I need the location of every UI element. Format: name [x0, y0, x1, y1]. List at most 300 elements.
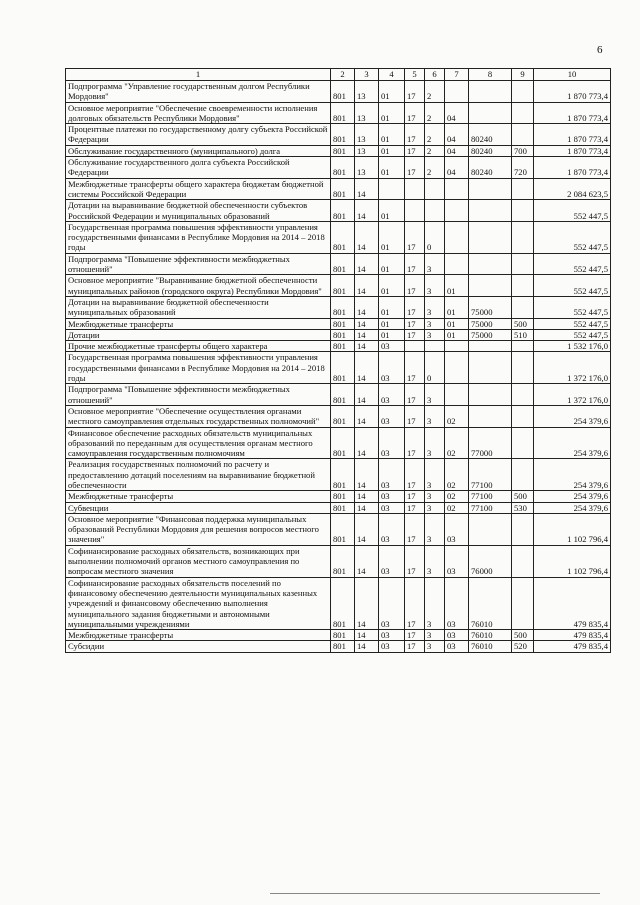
code-4: 03 — [379, 502, 405, 513]
code-7 — [445, 253, 469, 275]
code-8: 77100 — [469, 491, 512, 502]
row-name: Обслуживание государственного долга субъекта Российской Федерации — [66, 157, 331, 179]
row-sum: 1 870 773,4 — [534, 102, 611, 124]
row-name: Основное мероприятие "Обеспечение осуществления органами местного самоуправления отдельных государственных полномочий" — [66, 405, 331, 427]
row-sum: 1 532 176,0 — [534, 341, 611, 352]
code-9 — [512, 221, 534, 253]
row-sum: 552 447,5 — [534, 200, 611, 222]
code-7: 04 — [445, 145, 469, 156]
code-3: 14 — [355, 545, 379, 577]
code-7 — [445, 81, 469, 103]
code-2: 801 — [331, 275, 355, 297]
code-9: 520 — [512, 641, 534, 652]
row-sum: 1 372 176,0 — [534, 384, 611, 406]
code-3: 14 — [355, 200, 379, 222]
code-3: 14 — [355, 352, 379, 384]
code-9 — [512, 296, 534, 318]
code-8: 75000 — [469, 296, 512, 318]
code-2: 801 — [331, 124, 355, 146]
header-cell: 4 — [379, 69, 405, 81]
code-9 — [512, 124, 534, 146]
code-2: 801 — [331, 329, 355, 340]
code-8: 75000 — [469, 329, 512, 340]
code-4: 03 — [379, 641, 405, 652]
code-2: 801 — [331, 318, 355, 329]
code-9: 500 — [512, 318, 534, 329]
code-3: 14 — [355, 459, 379, 491]
code-6: 3 — [425, 384, 445, 406]
code-9 — [512, 513, 534, 545]
row-sum: 552 447,5 — [534, 221, 611, 253]
code-7: 02 — [445, 427, 469, 459]
code-2: 801 — [331, 200, 355, 222]
table-row — [66, 200, 611, 222]
table-row — [66, 329, 611, 340]
table-row — [66, 341, 611, 352]
code-8: 77000 — [469, 427, 512, 459]
code-6: 3 — [425, 630, 445, 641]
code-7: 02 — [445, 502, 469, 513]
code-2: 801 — [331, 427, 355, 459]
row-sum: 2 084 623,5 — [534, 178, 611, 200]
code-6: 2 — [425, 102, 445, 124]
code-4: 01 — [379, 200, 405, 222]
row-sum: 1 372 176,0 — [534, 352, 611, 384]
code-9 — [512, 577, 534, 629]
budget-table — [65, 68, 611, 653]
code-9 — [512, 102, 534, 124]
table-row — [66, 641, 611, 652]
table-row — [66, 513, 611, 545]
row-name: Субвенции — [66, 502, 331, 513]
code-5 — [405, 200, 425, 222]
code-4: 03 — [379, 459, 405, 491]
code-4: 01 — [379, 157, 405, 179]
code-9 — [512, 341, 534, 352]
code-6: 3 — [425, 329, 445, 340]
code-6: 3 — [425, 513, 445, 545]
code-8: 77100 — [469, 459, 512, 491]
code-6: 3 — [425, 545, 445, 577]
table-row — [66, 502, 611, 513]
code-5: 17 — [405, 502, 425, 513]
code-8 — [469, 200, 512, 222]
code-7: 03 — [445, 513, 469, 545]
code-3: 14 — [355, 178, 379, 200]
code-6: 3 — [425, 296, 445, 318]
code-7: 03 — [445, 545, 469, 577]
code-5: 17 — [405, 513, 425, 545]
code-5: 17 — [405, 253, 425, 275]
code-9 — [512, 275, 534, 297]
code-4: 01 — [379, 329, 405, 340]
row-name: Государственная программа повышения эффективности управления государственными финансами в Республике Мордовия на 2014 – 2018 годы — [66, 352, 331, 384]
row-name: Обслуживание государственного (муниципального) долга — [66, 145, 331, 156]
code-7: 04 — [445, 157, 469, 179]
table-row — [66, 384, 611, 406]
row-sum: 479 835,4 — [534, 641, 611, 652]
code-3: 14 — [355, 641, 379, 652]
row-name: Основное мероприятие "Финансовая поддержка муниципальных образований Республики Мордовия для решения вопросов местного значения" — [66, 513, 331, 545]
code-2: 801 — [331, 384, 355, 406]
code-9 — [512, 384, 534, 406]
code-8 — [469, 275, 512, 297]
row-sum: 1 102 796,4 — [534, 545, 611, 577]
code-5: 17 — [405, 329, 425, 340]
code-5: 17 — [405, 630, 425, 641]
code-4: 03 — [379, 341, 405, 352]
row-sum: 1 870 773,4 — [534, 145, 611, 156]
code-6: 3 — [425, 641, 445, 652]
code-5: 17 — [405, 459, 425, 491]
row-sum: 1 870 773,4 — [534, 157, 611, 179]
code-9 — [512, 405, 534, 427]
row-sum: 552 447,5 — [534, 253, 611, 275]
code-4: 03 — [379, 513, 405, 545]
row-name: Межбюджетные трансферты — [66, 630, 331, 641]
code-3: 13 — [355, 102, 379, 124]
code-4: 03 — [379, 352, 405, 384]
table-row — [66, 275, 611, 297]
code-2: 801 — [331, 178, 355, 200]
row-sum: 254 379,6 — [534, 405, 611, 427]
header-cell: 7 — [445, 69, 469, 81]
code-5: 17 — [405, 318, 425, 329]
row-sum: 552 447,5 — [534, 318, 611, 329]
code-8 — [469, 253, 512, 275]
code-6: 3 — [425, 577, 445, 629]
code-8 — [469, 513, 512, 545]
code-4: 01 — [379, 145, 405, 156]
code-9 — [512, 545, 534, 577]
code-7: 01 — [445, 296, 469, 318]
row-sum: 254 379,6 — [534, 502, 611, 513]
code-8: 77100 — [469, 502, 512, 513]
code-5: 17 — [405, 275, 425, 297]
code-3: 14 — [355, 253, 379, 275]
code-8: 76010 — [469, 630, 512, 641]
code-3: 13 — [355, 81, 379, 103]
code-7: 01 — [445, 275, 469, 297]
code-8 — [469, 341, 512, 352]
code-7: 04 — [445, 124, 469, 146]
code-8 — [469, 405, 512, 427]
row-sum: 254 379,6 — [534, 491, 611, 502]
row-name: Межбюджетные трансферты общего характера бюджетам бюджетной системы Российской Федерации — [66, 178, 331, 200]
code-7: 03 — [445, 630, 469, 641]
code-2: 801 — [331, 221, 355, 253]
row-name: Процентные платежи по государственному долгу субъекта Российской Федерации — [66, 124, 331, 146]
code-9 — [512, 200, 534, 222]
code-7: 04 — [445, 102, 469, 124]
code-4: 01 — [379, 296, 405, 318]
code-7 — [445, 341, 469, 352]
code-9 — [512, 81, 534, 103]
code-3: 13 — [355, 157, 379, 179]
code-3: 14 — [355, 502, 379, 513]
code-9 — [512, 427, 534, 459]
code-6: 3 — [425, 427, 445, 459]
code-9: 510 — [512, 329, 534, 340]
code-6: 2 — [425, 145, 445, 156]
code-8: 76000 — [469, 545, 512, 577]
row-name: Прочие межбюджетные трансферты общего характера — [66, 341, 331, 352]
code-4: 03 — [379, 384, 405, 406]
code-2: 801 — [331, 81, 355, 103]
code-7: 02 — [445, 405, 469, 427]
header-cell: 2 — [331, 69, 355, 81]
code-8 — [469, 221, 512, 253]
header-cell: 6 — [425, 69, 445, 81]
code-8: 80240 — [469, 157, 512, 179]
table-row — [66, 253, 611, 275]
code-4 — [379, 178, 405, 200]
row-sum: 1 102 796,4 — [534, 513, 611, 545]
code-2: 801 — [331, 253, 355, 275]
table-row — [66, 81, 611, 103]
code-3: 14 — [355, 427, 379, 459]
code-3: 14 — [355, 275, 379, 297]
row-name: Основное мероприятие "Обеспечение своевременности исполнения долговых обязательств Республики Мордовия" — [66, 102, 331, 124]
table-row — [66, 157, 611, 179]
code-7: 01 — [445, 318, 469, 329]
code-2: 801 — [331, 513, 355, 545]
code-9: 530 — [512, 502, 534, 513]
code-4: 03 — [379, 405, 405, 427]
code-9 — [512, 178, 534, 200]
row-name: Дотации — [66, 329, 331, 340]
code-7: 02 — [445, 459, 469, 491]
code-2: 801 — [331, 459, 355, 491]
table-row — [66, 352, 611, 384]
code-8 — [469, 81, 512, 103]
code-7: 03 — [445, 641, 469, 652]
code-9 — [512, 352, 534, 384]
code-3: 14 — [355, 577, 379, 629]
code-5: 17 — [405, 427, 425, 459]
table-row — [66, 405, 611, 427]
table-row — [66, 221, 611, 253]
row-name: Межбюджетные трансферты — [66, 491, 331, 502]
code-5: 17 — [405, 124, 425, 146]
code-5: 17 — [405, 81, 425, 103]
code-8 — [469, 102, 512, 124]
code-8: 80240 — [469, 124, 512, 146]
code-9: 700 — [512, 145, 534, 156]
table-row — [66, 145, 611, 156]
code-6: 3 — [425, 253, 445, 275]
code-2: 801 — [331, 502, 355, 513]
code-6: 3 — [425, 459, 445, 491]
code-5: 17 — [405, 352, 425, 384]
table-body — [66, 81, 611, 653]
code-2: 801 — [331, 157, 355, 179]
code-6: 3 — [425, 502, 445, 513]
code-9: 720 — [512, 157, 534, 179]
table-header-row — [66, 69, 611, 81]
page-number: 6 — [597, 44, 603, 56]
row-sum: 254 379,6 — [534, 459, 611, 491]
table-row — [66, 630, 611, 641]
code-5: 17 — [405, 577, 425, 629]
row-name: Подпрограмма "Повышение эффективности межбюджетных отношений" — [66, 253, 331, 275]
code-4: 01 — [379, 221, 405, 253]
code-6: 2 — [425, 124, 445, 146]
code-4: 01 — [379, 318, 405, 329]
code-6: 2 — [425, 81, 445, 103]
code-7: 02 — [445, 491, 469, 502]
row-name: Дотации на выравнивание бюджетной обеспеченности муниципальных образований — [66, 296, 331, 318]
header-cell: 1 — [66, 69, 331, 81]
row-sum: 479 835,4 — [534, 577, 611, 629]
row-name: Финансовое обеспечение расходных обязательств муниципальных образований по переданным для осуществления органам местного самоуправления государственным полномочиям — [66, 427, 331, 459]
code-3: 14 — [355, 384, 379, 406]
code-5: 17 — [405, 221, 425, 253]
code-4: 01 — [379, 102, 405, 124]
table-row — [66, 102, 611, 124]
code-6: 3 — [425, 405, 445, 427]
row-sum: 552 447,5 — [534, 275, 611, 297]
header-cell: 10 — [534, 69, 611, 81]
code-7 — [445, 178, 469, 200]
code-2: 801 — [331, 545, 355, 577]
row-name: Межбюджетные трансферты — [66, 318, 331, 329]
table-row — [66, 577, 611, 629]
code-8 — [469, 178, 512, 200]
code-2: 801 — [331, 405, 355, 427]
code-8: 75000 — [469, 318, 512, 329]
code-2: 801 — [331, 491, 355, 502]
code-7: 03 — [445, 577, 469, 629]
code-9: 500 — [512, 630, 534, 641]
code-5 — [405, 178, 425, 200]
code-5: 17 — [405, 384, 425, 406]
code-8 — [469, 384, 512, 406]
code-4: 03 — [379, 427, 405, 459]
row-sum: 1 870 773,4 — [534, 81, 611, 103]
code-5: 17 — [405, 545, 425, 577]
row-name: Софинансирование расходных обязательств поселений по финансовому обеспечению деятельности муниципальных казенных учреждений и финансовому обеспечению выполнения муниципального задания бюджетными и автономными муниципальными учреждениями — [66, 577, 331, 629]
code-3: 14 — [355, 491, 379, 502]
code-7 — [445, 221, 469, 253]
code-8: 80240 — [469, 145, 512, 156]
code-7: 01 — [445, 329, 469, 340]
code-7 — [445, 352, 469, 384]
code-2: 801 — [331, 102, 355, 124]
code-3: 14 — [355, 296, 379, 318]
table-row — [66, 427, 611, 459]
code-5 — [405, 341, 425, 352]
code-9: 500 — [512, 491, 534, 502]
code-6: 3 — [425, 275, 445, 297]
header-cell: 8 — [469, 69, 512, 81]
code-8 — [469, 352, 512, 384]
code-3: 13 — [355, 145, 379, 156]
code-3: 14 — [355, 329, 379, 340]
code-2: 801 — [331, 577, 355, 629]
table-row — [66, 545, 611, 577]
table-row — [66, 459, 611, 491]
code-4: 01 — [379, 275, 405, 297]
table-row — [66, 178, 611, 200]
code-3: 13 — [355, 124, 379, 146]
header-cell: 5 — [405, 69, 425, 81]
code-3: 14 — [355, 318, 379, 329]
code-8: 76010 — [469, 577, 512, 629]
code-7 — [445, 384, 469, 406]
row-name: Реализация государственных полномочий по расчету и предоставлению дотаций поселениям на выравнивание бюджетной обеспеченности — [66, 459, 331, 491]
code-5: 17 — [405, 405, 425, 427]
code-5: 17 — [405, 641, 425, 652]
row-sum: 552 447,5 — [534, 296, 611, 318]
code-2: 801 — [331, 341, 355, 352]
code-6: 3 — [425, 318, 445, 329]
bottom-rule — [270, 893, 600, 894]
code-2: 801 — [331, 641, 355, 652]
table-row — [66, 318, 611, 329]
row-name: Субсидии — [66, 641, 331, 652]
row-sum: 479 835,4 — [534, 630, 611, 641]
code-5: 17 — [405, 145, 425, 156]
code-6: 0 — [425, 352, 445, 384]
code-4: 03 — [379, 577, 405, 629]
code-4: 01 — [379, 253, 405, 275]
code-6: 3 — [425, 491, 445, 502]
code-2: 801 — [331, 296, 355, 318]
row-name: Дотации на выравнивание бюджетной обеспеченности субъектов Российской Федерации и муниципальных образований — [66, 200, 331, 222]
header-cell: 9 — [512, 69, 534, 81]
code-8: 76010 — [469, 641, 512, 652]
row-sum: 254 379,6 — [534, 427, 611, 459]
row-sum: 552 447,5 — [534, 329, 611, 340]
code-5: 17 — [405, 491, 425, 502]
table-row — [66, 296, 611, 318]
code-3: 14 — [355, 630, 379, 641]
code-9 — [512, 459, 534, 491]
code-3: 14 — [355, 341, 379, 352]
code-6 — [425, 200, 445, 222]
row-name: Основное мероприятие "Выравнивание бюджетной обеспеченности муниципальных районов (городского округа) Республики Мордовия" — [66, 275, 331, 297]
code-5: 17 — [405, 102, 425, 124]
code-9 — [512, 253, 534, 275]
code-2: 801 — [331, 630, 355, 641]
row-name: Государственная программа повышения эффективности управления государственными финансами в Республике Мордовия на 2014 – 2018 годы — [66, 221, 331, 253]
code-6 — [425, 178, 445, 200]
code-4: 03 — [379, 630, 405, 641]
code-7 — [445, 200, 469, 222]
row-name: Софинансирование расходных обязательств, возникающих при выполнении полномочий органов местного самоуправления по вопросам местного значения — [66, 545, 331, 577]
header-cell: 3 — [355, 69, 379, 81]
row-name: Подпрограмма "Управление государственным долгом Республики Мордовия" — [66, 81, 331, 103]
code-6: 2 — [425, 157, 445, 179]
code-6 — [425, 341, 445, 352]
code-4: 01 — [379, 81, 405, 103]
code-5: 17 — [405, 296, 425, 318]
table-row — [66, 491, 611, 502]
code-4: 01 — [379, 124, 405, 146]
code-6: 0 — [425, 221, 445, 253]
code-3: 14 — [355, 221, 379, 253]
code-2: 801 — [331, 352, 355, 384]
code-4: 03 — [379, 491, 405, 502]
code-5: 17 — [405, 157, 425, 179]
code-2: 801 — [331, 145, 355, 156]
code-3: 14 — [355, 405, 379, 427]
row-name: Подпрограмма "Повышение эффективности межбюджетных отношений" — [66, 384, 331, 406]
row-sum: 1 870 773,4 — [534, 124, 611, 146]
code-3: 14 — [355, 513, 379, 545]
code-4: 03 — [379, 545, 405, 577]
